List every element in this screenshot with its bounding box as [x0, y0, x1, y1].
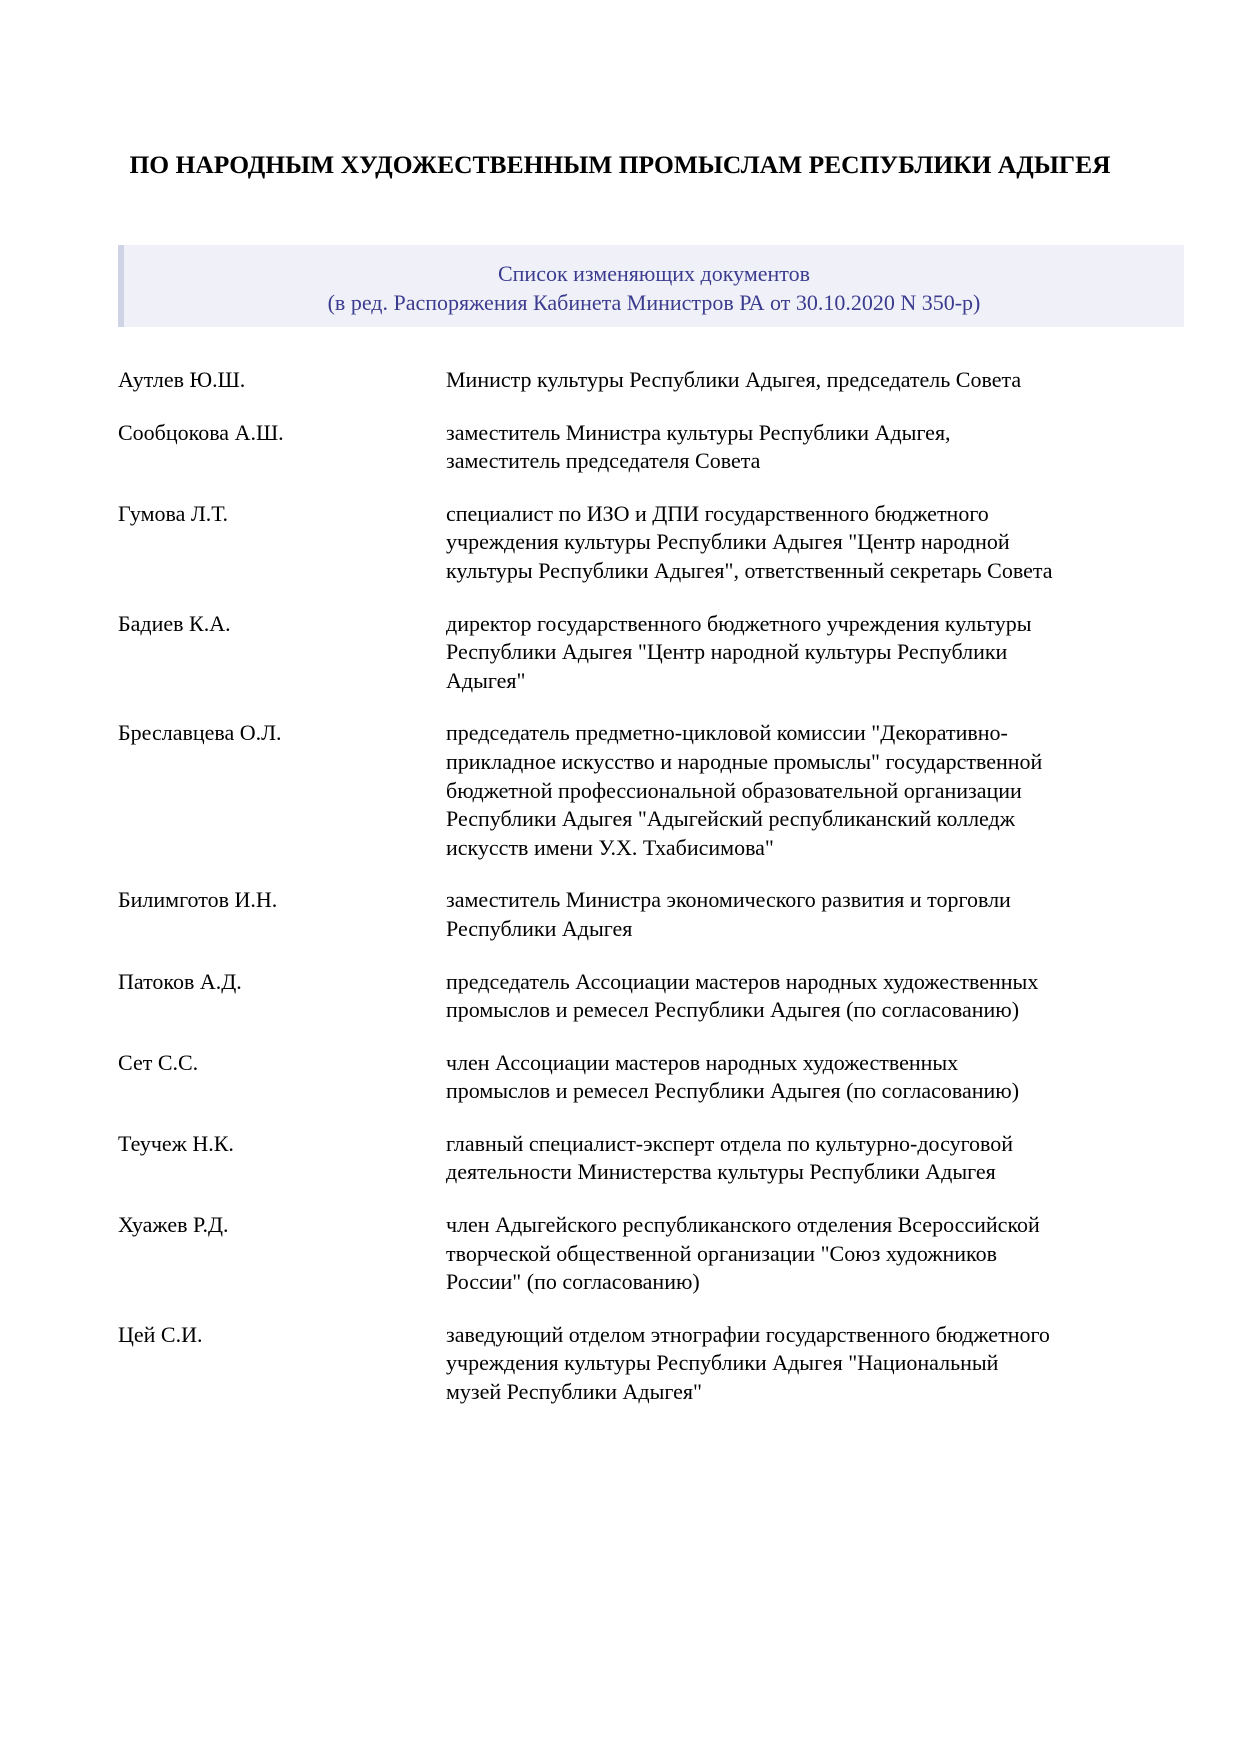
member-row: [118, 366, 1118, 395]
member-name: Хуажев Р.Д.: [118, 1212, 229, 1238]
member-row: [118, 419, 1118, 476]
member-name: Патоков А.Д.: [118, 968, 242, 994]
member-name: Сет С.С.: [118, 1049, 199, 1075]
member-row: [118, 1211, 1118, 1297]
member-role: член Ассоциации мастеров народных художественных промыслов и ремесел Республики Адыгея (по согласованию): [446, 1049, 1020, 1104]
member-role: председатель Ассоциации мастеров народных художественных промыслов и ремесел Республики Адыгея (по согласованию): [446, 968, 1039, 1023]
member-row: [118, 719, 1118, 862]
member-row: [118, 1049, 1118, 1106]
member-role: директор государственного бюджетного учреждения культуры Республики Адыгея "Центр народной культуры Республики Адыгея": [446, 610, 1032, 693]
member-role: заведующий отделом этнографии государственного бюджетного учреждения культуры Республики Адыгея "Национальный музей Республики Адыгея": [446, 1321, 1050, 1405]
member-name: Цей С.И.: [118, 1321, 203, 1347]
changes-reference: (в ред. Распоряжения Кабинета Министров РА от 30.10.2020 N 350-р): [327, 290, 981, 315]
member-row: [118, 1130, 1118, 1187]
member-row: [118, 886, 1118, 943]
changes-notice: [118, 245, 1184, 327]
member-name: Гумова Л.Т.: [118, 500, 229, 526]
document-title: ПО НАРОДНЫМ ХУДОЖЕСТВЕННЫМ ПРОМЫСЛАМ РЕСПУБЛИКИ АДЫГЕЯ: [129, 150, 1111, 179]
member-role: Министр культуры Республики Адыгея, председатель Совета: [446, 367, 1022, 392]
member-name: Бреславцева О.Л.: [118, 720, 282, 746]
member-name: Сообцокова А.Ш.: [118, 419, 284, 445]
member-name: Теучеж Н.К.: [118, 1130, 234, 1156]
member-row: [118, 1321, 1118, 1407]
member-role: заместитель Министра экономического развития и торговли Республики Адыгея: [446, 887, 1011, 941]
member-row: [118, 500, 1118, 586]
member-row: [118, 968, 1118, 1025]
member-name: Бадиев К.А.: [118, 610, 231, 636]
member-name: Билимготов И.Н.: [118, 887, 278, 913]
council-members-list: [118, 366, 1118, 1431]
member-role: специалист по ИЗО и ДПИ государственного бюджетного учреждения культуры Республики Адыгея "Центр народной культуры Республики Адыгея", ответственный секретарь Совета: [446, 500, 1053, 583]
member-name: Аутлев Ю.Ш.: [118, 367, 246, 392]
changes-heading: Список изменяющих документов: [497, 261, 810, 286]
member-role: член Адыгейского республиканского отделения Всероссийской творческой общественной организации "Союз художников России" (по согласованию): [446, 1212, 1040, 1295]
member-role: главный специалист-эксперт отдела по культурно-досуговой деятельности Министерства культуры Республики Адыгея: [446, 1130, 1014, 1185]
member-role: председатель предметно-цикловой комиссии "Декоративно-прикладное искусство и народные промыслы" государственной бюджетной профессиональной образовательной организации Республики Адыгея "Адыгейский республиканский колледж искусств имени У.Х. Тхабисимова": [446, 720, 1043, 860]
member-role: заместитель Министра культуры Республики Адыгея, заместитель председателя Совета: [446, 419, 951, 474]
member-row: [118, 610, 1118, 696]
